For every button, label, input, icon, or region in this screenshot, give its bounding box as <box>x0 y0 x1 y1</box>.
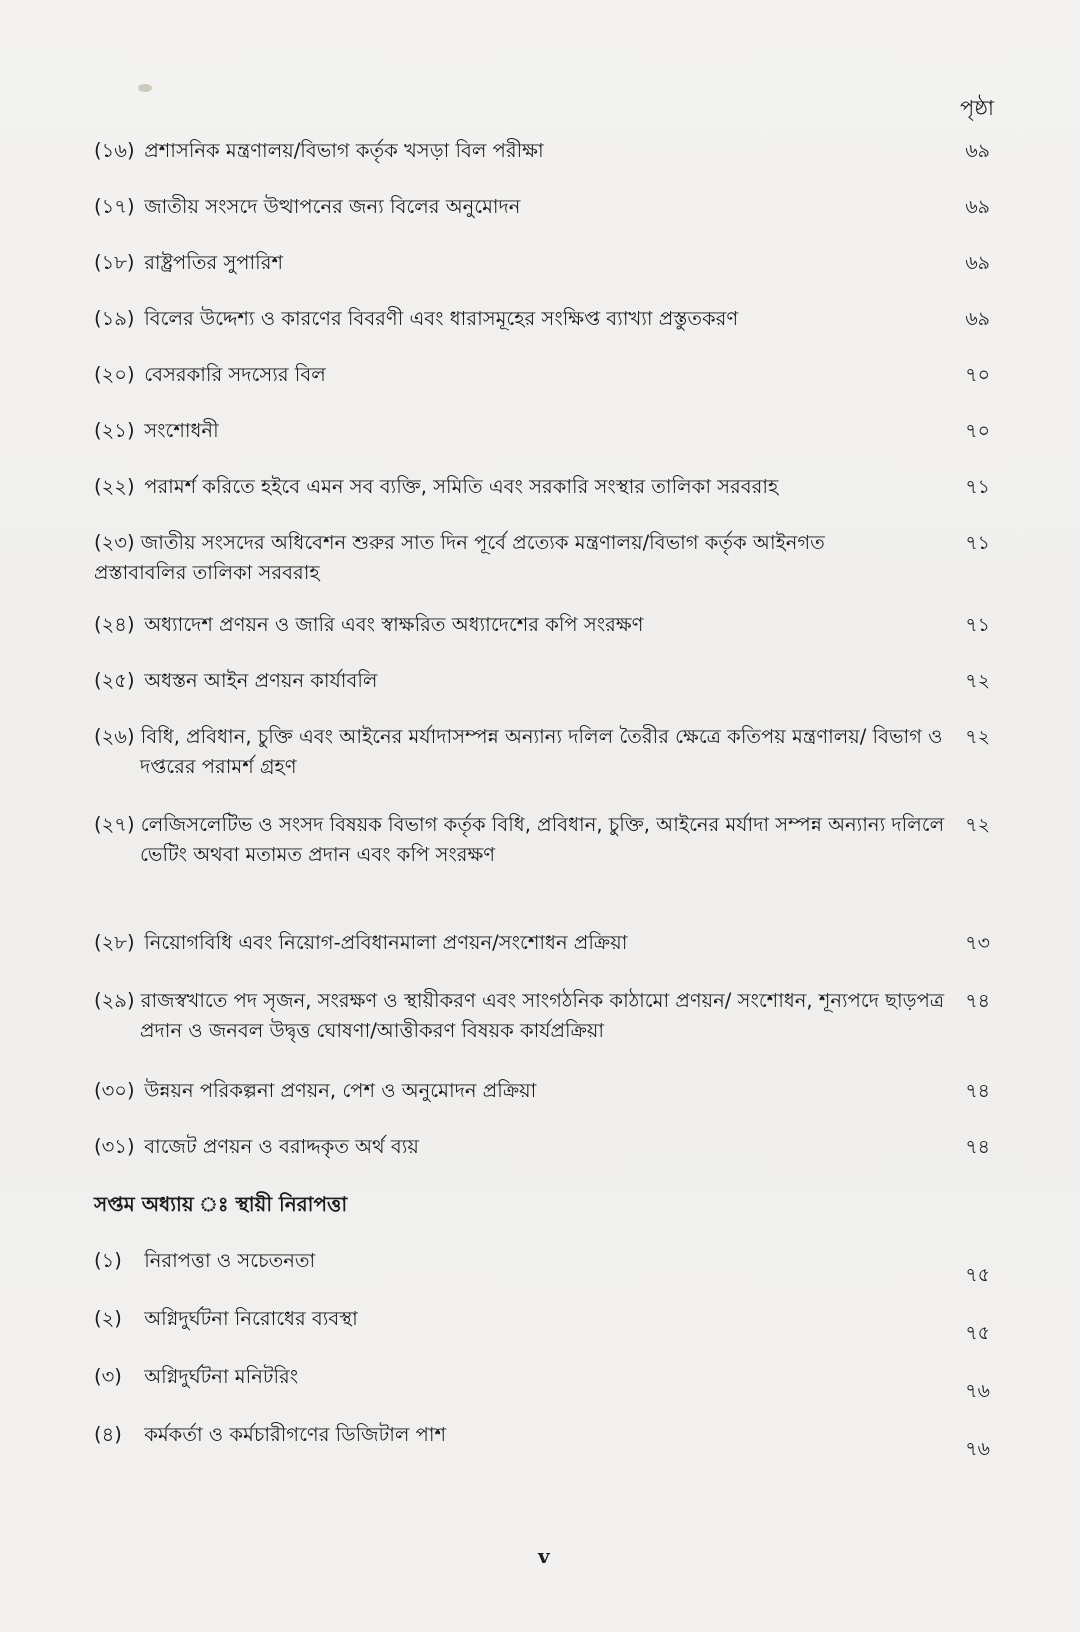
entry-page: ৭২ <box>965 814 990 836</box>
entry-number: (১৮) <box>94 251 135 274</box>
toc-entry[interactable] <box>94 1304 994 1344</box>
entry-number: (২৮) <box>94 931 135 954</box>
toc-entry[interactable] <box>94 1076 994 1106</box>
toc-entry[interactable] <box>94 986 994 1046</box>
entry-number: (১) <box>94 1249 122 1272</box>
entry-title: নিয়োগবিধি এবং নিয়োগ-প্রবিধানমালা প্রণয়ন/সংশোধন প্রক্রিয়া <box>144 931 628 954</box>
entry-number: (২৪) <box>94 613 135 636</box>
entry-page: ৭৩ <box>965 932 990 954</box>
entry-title: নিরাপত্তা ও সচেতনতা <box>144 1249 316 1272</box>
entry-number: (২৫) <box>94 669 135 692</box>
toc-entry[interactable] <box>94 248 994 278</box>
entry-page: ৭১ <box>965 476 990 498</box>
entry-number: (২৩) <box>94 531 135 554</box>
entry-page: ৭১ <box>965 614 990 636</box>
entry-page: ৭৬ <box>965 1380 990 1402</box>
toc-entry[interactable] <box>94 528 994 588</box>
entry-number: (২৭) <box>94 813 135 836</box>
entry-number: (২১) <box>94 419 135 442</box>
entry-number: (১৯) <box>94 307 135 330</box>
toc-entry[interactable] <box>94 722 994 782</box>
entry-page: ৭৬ <box>965 1438 990 1460</box>
page-folio: v <box>538 1544 550 1568</box>
entry-title: অগ্নিদুর্ঘটনা মনিটরিং <box>144 1365 299 1388</box>
toc-entry[interactable] <box>94 810 994 870</box>
entry-title: প্রশাসনিক মন্ত্রণালয়/বিভাগ কর্তৃক খসড়া বিল পরীক্ষা <box>144 139 544 162</box>
entry-title: বাজেট প্রণয়ন ও বরাদ্দকৃত অর্থ ব্যয় <box>144 1135 419 1158</box>
entry-page: ৭৪ <box>965 1080 990 1102</box>
entry-number: (৪) <box>94 1423 122 1446</box>
entry-page: ৬৯ <box>965 252 990 274</box>
entry-page: ৭২ <box>965 726 990 748</box>
entry-page: ৭০ <box>965 364 990 386</box>
entry-page: ৭০ <box>965 420 990 442</box>
entry-title: অগ্নিদুর্ঘটনা নিরোধের ব্যবস্থা <box>144 1307 358 1330</box>
entry-title: উন্নয়ন পরিকল্পনা প্রণয়ন, পেশ ও অনুমোদন প্রক্রিয়া <box>144 1079 537 1102</box>
toc-entry[interactable] <box>94 192 994 222</box>
entry-page: ৬৯ <box>965 196 990 218</box>
toc-entry[interactable] <box>94 666 994 696</box>
entry-title: কর্মকর্তা ও কর্মচারীগণের ডিজিটাল পাশ <box>144 1423 447 1446</box>
entry-number: (২৬) <box>94 725 135 748</box>
entry-page: ৭৪ <box>965 1136 990 1158</box>
toc-entry[interactable] <box>94 472 994 502</box>
toc-entry[interactable] <box>94 1132 994 1162</box>
entry-page: ৬৯ <box>965 140 990 162</box>
toc-entry[interactable] <box>94 304 994 334</box>
entry-title: (২৩) জাতীয় সংসদের অধিবেশন শুরুর সাত দিন পূর্বে প্রত্যেক মন্ত্রণালয়/বিভাগ কর্তৃক আইনগত প্রস্তাবাবলির তালিকা সরবরাহ <box>94 531 825 584</box>
scan-smudge <box>138 84 152 92</box>
entry-title: (২৭) লেজিসলেটিভ ও সংসদ বিষয়ক বিভাগ কর্তৃক বিধি, প্রবিধান, চুক্তি, আইনের মর্যাদা সম্পন্ন অন্যান্য দলিলে ভেটিং অথবা মতামত প্রদান এবং কপি সংরক্ষণ <box>94 813 945 866</box>
entry-page: ৭৪ <box>965 990 990 1012</box>
entry-number: (১৭) <box>94 195 135 218</box>
entry-title: জাতীয় সংসদে উত্থাপনের জন্য বিলের অনুমোদন <box>144 195 521 218</box>
entry-number: (৩০) <box>94 1079 135 1102</box>
entry-title: (২৯) রাজস্বখাতে পদ সৃজন, সংরক্ষণ ও স্থায়ীকরণ এবং সাংগঠনিক কাঠামো প্রণয়ন/ সংশোধন, শূন্যপদে ছাড়পত্র প্রদান ও জনবল উদ্বৃত্ত ঘোষণা/আত্তীকরণ বিষয়ক কার্যপ্রক্রিয়া <box>94 989 945 1042</box>
entry-title: (২৬) বিধি, প্রবিধান, চুক্তি এবং আইনের মর্যাদাসম্পন্ন অন্যান্য দলিল তৈরীর ক্ষেত্রে কতিপয় মন্ত্রণালয়/ বিভাগ ও দপ্তরের পরামর্শ গ্রহণ <box>94 725 943 778</box>
toc-entry[interactable] <box>94 1362 994 1402</box>
entry-page: ৭৫ <box>965 1264 990 1286</box>
entry-page: ৭৫ <box>965 1322 990 1344</box>
toc-entry[interactable] <box>94 1246 994 1286</box>
entry-title: বেসরকারি সদস্যের বিল <box>144 363 326 386</box>
entry-title: রাষ্ট্রপতির সুপারিশ <box>144 251 283 274</box>
chapter-heading: সপ্তম অধ্যায় ঃ স্থায়ী নিরাপত্তা <box>94 1192 348 1216</box>
toc-entry[interactable] <box>94 610 994 640</box>
entry-title: সংশোধনী <box>144 419 219 442</box>
entry-number: (৩১) <box>94 1135 135 1158</box>
entry-title: অধ্যাদেশ প্রণয়ন ও জারি এবং স্বাক্ষরিত অধ্যাদেশের কপি সংরক্ষণ <box>144 613 644 636</box>
entry-page: ৬৯ <box>965 308 990 330</box>
entry-title: অধস্তন আইন প্রণয়ন কার্যাবলি <box>144 669 378 692</box>
entry-number: (৩) <box>94 1365 122 1388</box>
entry-number: (২৯) <box>94 989 135 1012</box>
entry-number: (২০) <box>94 363 135 386</box>
entry-number: (২) <box>94 1307 122 1330</box>
toc-entry[interactable] <box>94 928 994 958</box>
entry-title: পরামর্শ করিতে হইবে এমন সব ব্যক্তি, সমিতি এবং সরকারি সংস্থার তালিকা সরবরাহ <box>144 475 779 498</box>
toc-entry[interactable] <box>94 1420 994 1460</box>
toc-entry[interactable] <box>94 136 994 166</box>
page-column-header: পৃষ্ঠা <box>959 96 994 120</box>
entry-title: বিলের উদ্দেশ্য ও কারণের বিবরণী এবং ধারাসমূহের সংক্ষিপ্ত ব্যাখ্যা প্রস্তুতকরণ <box>144 307 739 330</box>
entry-page: ৭২ <box>965 670 990 692</box>
entry-page: ৭১ <box>965 532 990 554</box>
toc-entry[interactable] <box>94 360 994 390</box>
entry-number: (১৬) <box>94 139 135 162</box>
toc-entry[interactable] <box>94 416 994 446</box>
entry-number: (২২) <box>94 475 135 498</box>
